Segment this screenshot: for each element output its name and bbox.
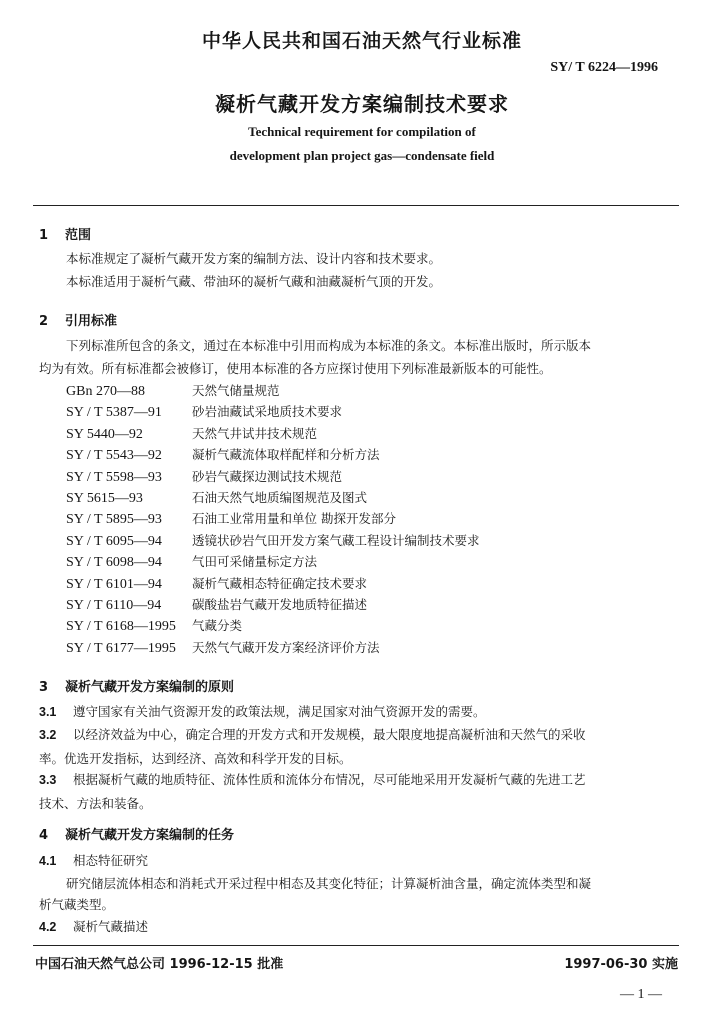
english-title-line-2: development plan project gas—condensate field	[229, 148, 495, 163]
section-3-heading	[39, 676, 234, 695]
reference-code: SY 5440—92	[66, 426, 143, 442]
section-2-intro-line-2: 均为有效。所有标准都会被修订，使用本标准的各方应探讨使用下列标准最新版本的可能性。	[39, 361, 552, 376]
clause-number: 3.1	[39, 705, 57, 719]
reference-item	[66, 508, 480, 529]
clause-number: 3.2	[39, 728, 57, 742]
reference-code: SY / T 6177—1995	[66, 640, 176, 656]
reference-item	[66, 615, 480, 636]
reference-item	[66, 444, 480, 465]
clause-3-3	[39, 768, 586, 792]
reference-code: SY / T 6110—94	[66, 597, 162, 613]
section-2-heading	[39, 310, 117, 329]
reference-code: SY / T 6101—94	[66, 576, 162, 592]
reference-code: SY / T 6098—94	[66, 555, 162, 571]
reference-name: 凝析气藏相态特征确定技术要求	[192, 575, 368, 591]
reference-item	[66, 573, 480, 594]
reference-item	[66, 637, 480, 658]
reference-code: SY / T 5598—93	[66, 469, 162, 485]
reference-code: SY / T 5387—91	[66, 405, 162, 421]
clause-3-1	[39, 700, 486, 724]
reference-name: 砂岩油藏试采地质技术要求	[192, 404, 343, 420]
page-number: — 1 —	[620, 987, 662, 1002]
document-title: 凝析气藏开发方案编制技术要求	[215, 92, 509, 116]
reference-code: SY 5615—93	[66, 490, 143, 506]
reference-name: 天然气气藏开发方案经济评价方法	[192, 639, 380, 655]
reference-name: 石油工业常用量和单位 勘探开发部分	[192, 511, 396, 527]
clause-title: 相态特征研究	[73, 853, 149, 868]
reference-item	[66, 380, 480, 401]
clause-number: 4.1	[39, 854, 57, 868]
reference-item	[66, 423, 480, 444]
reference-code: GBn 270—88	[66, 384, 145, 399]
reference-name: 石油天然气地质编图规范及图式	[192, 489, 368, 505]
footer-divider	[33, 945, 679, 946]
section-title: 范围	[65, 228, 92, 243]
clause-text: 遵守国家有关油气资源开发的政策法规，满足国家对油气资源开发的需要。	[73, 704, 486, 719]
header-divider	[33, 205, 679, 206]
reference-item	[66, 551, 480, 572]
reference-name: 天然气井试井技术规范	[192, 425, 318, 441]
standard-number: SY/ T 6224—1996	[550, 60, 658, 75]
implementation-date: 1997-06-30 实施	[564, 957, 678, 972]
clause-4-1	[39, 849, 148, 873]
english-title-line-1: Technical requirement for compilation of	[248, 124, 476, 139]
clause-3-2-continuation: 率。优选开发指标，达到经济、高效和科学开发的目标。	[39, 751, 352, 766]
reference-code: SY / T 5543—92	[66, 448, 162, 464]
clause-3-2	[39, 723, 586, 747]
org-title: 中华人民共和国石油天然气行业标准	[201, 30, 522, 52]
section-1-heading	[39, 224, 91, 243]
section-4-heading	[39, 824, 234, 843]
reference-name: 透镜状砂岩气田开发方案气藏工程设计编制技术要求	[192, 532, 480, 548]
reference-item	[66, 466, 480, 487]
reference-name: 气藏分类	[192, 618, 243, 634]
approval-date: 中国石油天然气总公司 1996-12-15 批准	[35, 957, 284, 972]
clause-number: 4.2	[39, 920, 57, 934]
section-number: 4	[39, 828, 49, 843]
section-number: 2	[39, 314, 49, 329]
clause-text: 根据凝析气藏的地质特征、流体性质和流体分布情况，尽可能地采用开发凝析气藏的先进工艺	[73, 772, 586, 787]
reference-code: SY / T 6095—94	[66, 533, 162, 549]
section-2-intro-line-1: 下列标准所包含的条文，通过在本标准中引用而构成为本标准的条文。本标准出版时，所示版本	[66, 338, 592, 353]
clause-title: 凝析气藏描述	[73, 919, 149, 934]
reference-list	[66, 380, 480, 658]
reference-item	[66, 487, 480, 508]
section-1-para-1: 本标准规定了凝析气藏开发方案的编制方法、设计内容和技术要求。	[66, 251, 442, 266]
section-title: 引用标准	[65, 314, 118, 329]
reference-name: 气田可采储量标定方法	[192, 554, 318, 570]
reference-name: 凝析气藏流体取样配样和分析方法	[192, 447, 380, 463]
clause-number: 3.3	[39, 773, 57, 787]
clause-4-1-continuation: 析气藏类型。	[39, 897, 115, 912]
reference-item	[66, 530, 480, 551]
reference-code: SY / T 5895—93	[66, 512, 162, 528]
clause-3-3-continuation: 技术、方法和装备。	[39, 796, 152, 811]
section-number: 3	[39, 680, 49, 695]
clause-4-1-text: 研究储层流体相态和消耗式开采过程中相态及其变化特征；计算凝析油含量，确定流体类型和凝	[66, 876, 592, 891]
clause-4-2	[39, 915, 148, 939]
reference-item	[66, 594, 480, 615]
section-title: 凝析气藏开发方案编制的任务	[65, 828, 235, 843]
reference-item	[66, 401, 480, 422]
clause-text: 以经济效益为中心，确定合理的开发方式和开发规模，最大限度地提高凝析油和天然气的采收	[73, 727, 586, 742]
reference-name: 天然气储量规范	[192, 383, 280, 398]
section-number: 1	[39, 228, 49, 243]
reference-name: 碳酸盐岩气藏开发地质特征描述	[192, 596, 368, 612]
reference-code: SY / T 6168—1995	[66, 619, 176, 635]
section-title: 凝析气藏开发方案编制的原则	[65, 680, 235, 695]
section-1-para-2: 本标准适用于凝析气藏、带油环的凝析气藏和油藏凝析气顶的开发。	[66, 274, 442, 289]
reference-name: 砂岩气藏探边测试技术规范	[192, 468, 343, 484]
